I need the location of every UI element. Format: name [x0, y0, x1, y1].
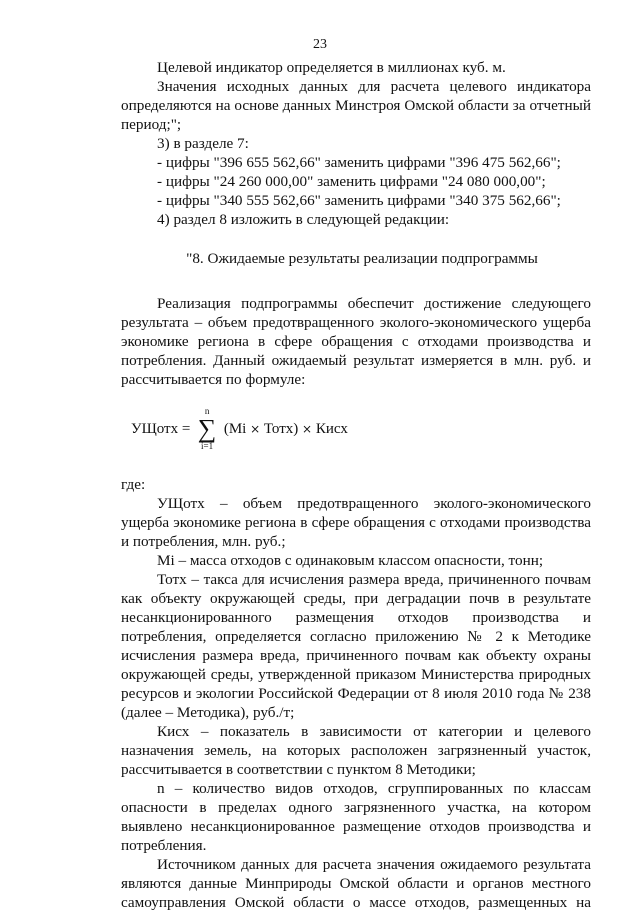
- page-number: 23: [313, 37, 327, 52]
- paragraph: 4) раздел 8 изложить в следующей редакции:: [157, 211, 450, 228]
- term-mi: (Mi: [223, 420, 247, 437]
- term-totkh: Тотх): [263, 420, 299, 437]
- formula-lhs: УЩотх =: [131, 420, 191, 437]
- paragraph: Целевой индикатор определяется в миллионах куб. м.: [157, 59, 506, 76]
- definition: УЩотх – объем предотвращенного эколого-экономического ущерба экономике региона в сфере обращения с отходами производства и потребления, млн. руб.;: [121, 495, 591, 550]
- definition: n – количество видов отходов, сгруппированных по классам опасности в пределах одного загрязненного участка, на котором выявлено несанкционированное размещение отходов производства и потребления.: [121, 780, 591, 854]
- formula-block: [121, 389, 591, 475]
- sum-upper-limit: n: [204, 406, 210, 416]
- list-item: - цифры "396 655 562,66" заменить цифрами "396 475 562,66";: [157, 154, 561, 171]
- summation: [196, 407, 218, 451]
- sum-lower-limit: i=1: [201, 441, 214, 451]
- formula-rhs: [224, 420, 348, 439]
- where-label: где:: [121, 476, 146, 493]
- document-body: [121, 58, 591, 912]
- list-item: - цифры "340 555 562,66" заменить цифрами "340 375 562,66";: [157, 192, 561, 209]
- list-item: - цифры "24 260 000,00" заменить цифрами "24 080 000,00";: [157, 173, 546, 190]
- definition: Mi – масса отходов с одинаковым классом опасности, тонн;: [157, 552, 544, 569]
- section-title: "8. Ожидаемые результаты реализации подпрограммы: [186, 250, 538, 267]
- term-kiskh: Кисх: [315, 420, 348, 437]
- definition: Тотх – такса для исчисления размера вреда, причиненного почвам как объекту окружающей среды, при деградации почв в результате несанкционированного размещения отходов производства и потребления, определяется согласно приложению № 2 к Методике исчисления размера вреда, причиненного почвам как объекту охраны окружающей среды, утвержденной приказом Министерства природных ресурсов и экологии Российской Федерации от 8 июля 2010 года № 238 (далее – Методика), руб./т;: [121, 571, 591, 721]
- formula: [131, 407, 348, 451]
- intro-paragraph: Реализация подпрограммы обеспечит достижение следующего результата – объем предотвращенного эколого-экономического ущерба экономике региона в сфере обращения с отходами производства и потребления. Данный ожидаемый результат измеряется в млн. руб. и рассчитывается по формуле:: [121, 295, 591, 388]
- definition: Кисх – показатель в зависимости от категории и целевого назначения земель, на которых расположен загрязненный участок, рассчитывается в соответствии с пунктом 8 Методики;: [121, 723, 591, 778]
- sigma-symbol: ∑: [197, 414, 217, 443]
- times-sign: ×: [302, 421, 313, 436]
- definition: Источником данных для расчета значения ожидаемого результата являются данные Минприроды Омской области и органов местного самоуправления Омской области о массе отходов, размещенных на: [121, 856, 591, 911]
- paragraph: Значения исходных данных для расчета целевого индикатора определяются на основе данных Минстроя Омской области за отчетный период;";: [121, 78, 591, 133]
- times-sign: ×: [250, 421, 261, 436]
- paragraph: 3) в разделе 7:: [157, 135, 249, 152]
